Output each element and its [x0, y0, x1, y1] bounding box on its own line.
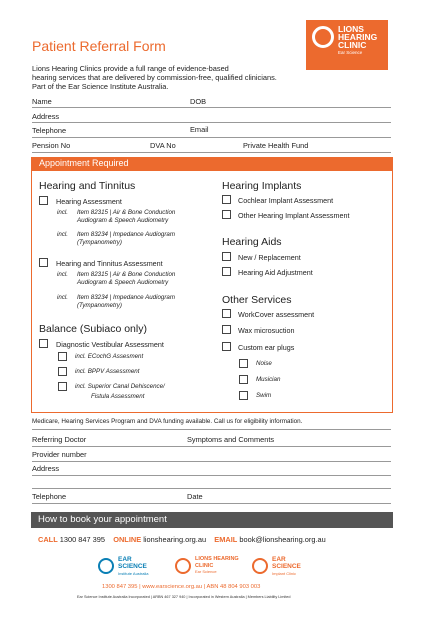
hearing-tinnitus-heading: Hearing and Tinnitus: [39, 180, 136, 192]
ear-science-implant-logo: EAR SCIENCE Implant Clinic: [252, 556, 322, 578]
lions-hearing-footer-logo: LIONS HEARING CLINIC Ear Science: [175, 556, 245, 578]
balance-heading: Balance (Subiaco only): [39, 323, 147, 335]
address-field[interactable]: Address: [32, 112, 60, 121]
ecochg-checkbox[interactable]: [58, 352, 67, 361]
provider-number-field[interactable]: Provider number: [32, 450, 87, 459]
referrer-address-field[interactable]: Address: [32, 464, 60, 473]
noise-checkbox[interactable]: [239, 359, 248, 368]
telephone-field[interactable]: Telephone: [32, 126, 67, 135]
ear-plugs-checkbox[interactable]: [222, 342, 231, 351]
pension-field[interactable]: Pension No: [32, 141, 71, 150]
appointment-header: Appointment Required: [31, 157, 393, 171]
email-field[interactable]: Email: [190, 125, 209, 134]
bppv-checkbox[interactable]: [58, 367, 67, 376]
intro-text: Lions Hearing Clinics provide a full range of evidence-based hearing services that are delivered by commission-free, qualified clinicians. Part of the Ear Science Institute Australia.: [32, 64, 277, 91]
symptoms-field[interactable]: Symptoms and Comments: [187, 435, 275, 444]
new-aid-checkbox[interactable]: [222, 252, 231, 261]
referring-doctor-field[interactable]: Referring Doctor: [32, 435, 87, 444]
call-number[interactable]: 1300 847 395: [59, 535, 105, 544]
hearing-aids-heading: Hearing Aids: [222, 236, 282, 248]
email-link[interactable]: book@lionshearing.org.au: [239, 535, 326, 544]
name-field[interactable]: Name: [32, 97, 52, 106]
ear-science-institute-logo: EAR SCIENCE Institute Australia: [98, 556, 168, 578]
lions-hearing-logo: LIONS HEARING CLINIC Ear Science: [306, 20, 388, 70]
hearing-assessment-label: Hearing Assessment: [56, 197, 122, 206]
booking-contacts: CALL 1300 847 395 ONLINE lionshearing.org.au EMAIL book@lionshearing.org.au: [38, 535, 326, 544]
booking-header: How to book your appointment: [31, 512, 393, 528]
referrer-telephone-field[interactable]: Telephone: [32, 492, 67, 501]
aid-adjustment-checkbox[interactable]: [222, 267, 231, 276]
cochlear-checkbox[interactable]: [222, 195, 231, 204]
footer-legal: Ear Science Institute Australia Incorporated | ARBN 467 327 940 | Incorporated in Western Australia | Members Liability Limited: [77, 595, 291, 599]
private-health-field[interactable]: Private Health Fund: [243, 141, 309, 150]
wax-checkbox[interactable]: [222, 325, 231, 334]
swim-checkbox[interactable]: [239, 391, 248, 400]
hearing-assessment-checkbox[interactable]: [39, 196, 48, 205]
vestibular-checkbox[interactable]: [39, 339, 48, 348]
footer-contacts: 1300 847 395 | www.earscience.org.au | ABN 48 804 903 003: [102, 584, 261, 590]
vestibular-label: Diagnostic Vestibular Assessment: [56, 340, 164, 349]
implants-heading: Hearing Implants: [222, 180, 302, 192]
tinnitus-assessment-label: Hearing and Tinnitus Assessment: [56, 259, 163, 268]
workcover-checkbox[interactable]: [222, 309, 231, 318]
dob-field[interactable]: DOB: [190, 97, 207, 106]
musician-checkbox[interactable]: [239, 375, 248, 384]
logo-e-icon: [312, 26, 334, 48]
other-implant-checkbox[interactable]: [222, 210, 231, 219]
scd-checkbox[interactable]: [58, 382, 67, 391]
funding-note: Medicare, Hearing Services Program and DVA funding available. Call us for eligibility information.: [32, 418, 303, 425]
date-field[interactable]: Date: [187, 492, 203, 501]
page-title: Patient Referral Form: [32, 38, 166, 54]
dva-field[interactable]: DVA No: [150, 141, 176, 150]
other-services-heading: Other Services: [222, 294, 292, 306]
tinnitus-assessment-checkbox[interactable]: [39, 258, 48, 267]
website-link[interactable]: lionshearing.org.au: [143, 535, 207, 544]
